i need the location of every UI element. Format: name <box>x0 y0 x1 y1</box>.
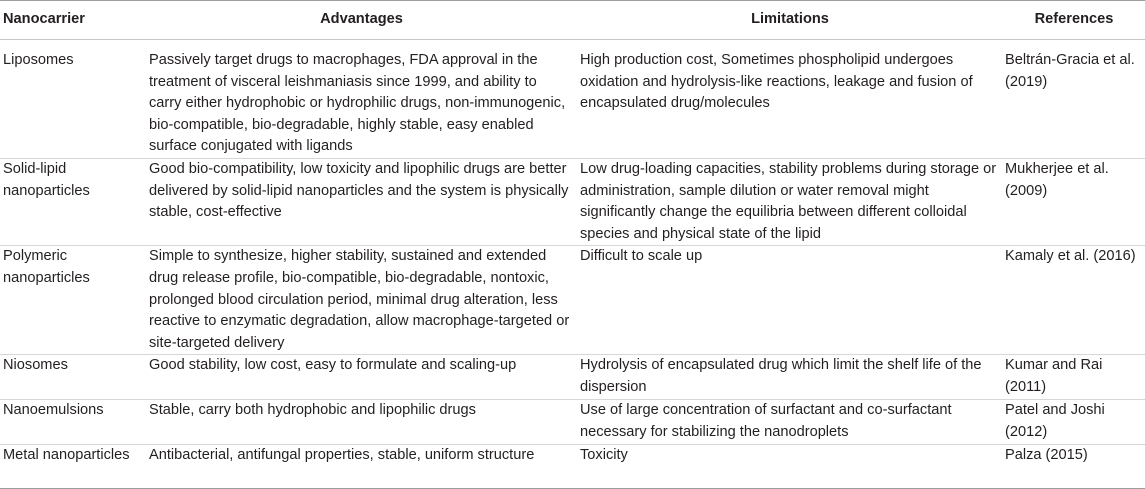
nanocarrier-cell: Polymeric nanoparticles <box>0 246 146 355</box>
limitations-cell: High production cost, Sometimes phospholipid undergoes oxidation and hydrolysis-like reactions, leakage and fusion of encapsulated drug/molecules <box>577 40 1003 159</box>
limitations-cell: Hydrolysis of encapsulated drug which limit the shelf life of the dispersion <box>577 355 1003 400</box>
table-row <box>0 445 1145 489</box>
reference-cell: Palza (2015) <box>1003 445 1145 489</box>
header-row <box>0 1 1145 40</box>
limitations-cell: Low drug-loading capacities, stability problems during storage or administration, sample dilution or water removal might significantly change the equilibria between different colloidal species and physical state of the lipid <box>577 158 1003 245</box>
table-row <box>0 158 1145 245</box>
header-references: References <box>1003 1 1145 40</box>
nanocarrier-cell: Niosomes <box>0 355 146 400</box>
table-row <box>0 246 1145 355</box>
table-body <box>0 40 1145 489</box>
advantages-cell: Good stability, low cost, easy to formulate and scaling-up <box>146 355 577 400</box>
advantages-cell: Simple to synthesize, higher stability, sustained and extended drug release profile, bio-compatible, bio-degradable, nontoxic, prolonged blood circulation period, minimal drug alteration, less reactive to enzymatic degradation, allow macrophage-targeted or site-targeted delivery <box>146 246 577 355</box>
table-row <box>0 400 1145 445</box>
reference-cell: Kamaly et al. (2016) <box>1003 246 1145 355</box>
nanocarrier-cell: Nanoemulsions <box>0 400 146 445</box>
table-row <box>0 40 1145 159</box>
table-header <box>0 1 1145 40</box>
nanocarrier-cell: Metal nanoparticles <box>0 445 146 489</box>
reference-cell: Kumar and Rai (2011) <box>1003 355 1145 400</box>
advantages-cell: Antibacterial, antifungal properties, stable, uniform structure <box>146 445 577 489</box>
reference-cell: Beltrán-Gracia et al. (2019) <box>1003 40 1145 159</box>
nanocarrier-cell: Liposomes <box>0 40 146 159</box>
header-limitations: Limitations <box>577 1 1003 40</box>
reference-cell: Patel and Joshi (2012) <box>1003 400 1145 445</box>
advantages-cell: Passively target drugs to macrophages, FDA approval in the treatment of visceral leishmaniasis since 1999, and ability to carry either hydrophobic or hydrophilic drugs, non-immunogenic, bio-compatible, bio-degradable, highly stable, easy enabled surface conjugated with ligands <box>146 40 577 159</box>
reference-cell: Mukherjee et al. (2009) <box>1003 158 1145 245</box>
limitations-cell: Use of large concentration of surfactant and co-surfactant necessary for stabilizing the nanodroplets <box>577 400 1003 445</box>
header-advantages: Advantages <box>146 1 577 40</box>
advantages-cell: Stable, carry both hydrophobic and lipophilic drugs <box>146 400 577 445</box>
header-nanocarrier: Nanocarrier <box>0 1 146 40</box>
limitations-cell: Difficult to scale up <box>577 246 1003 355</box>
nanocarrier-cell: Solid-lipid nanoparticles <box>0 158 146 245</box>
advantages-cell: Good bio-compatibility, low toxicity and lipophilic drugs are better delivered by solid-lipid nanoparticles and the system is physically stable, cost-effective <box>146 158 577 245</box>
table-row <box>0 355 1145 400</box>
limitations-cell: Toxicity <box>577 445 1003 489</box>
